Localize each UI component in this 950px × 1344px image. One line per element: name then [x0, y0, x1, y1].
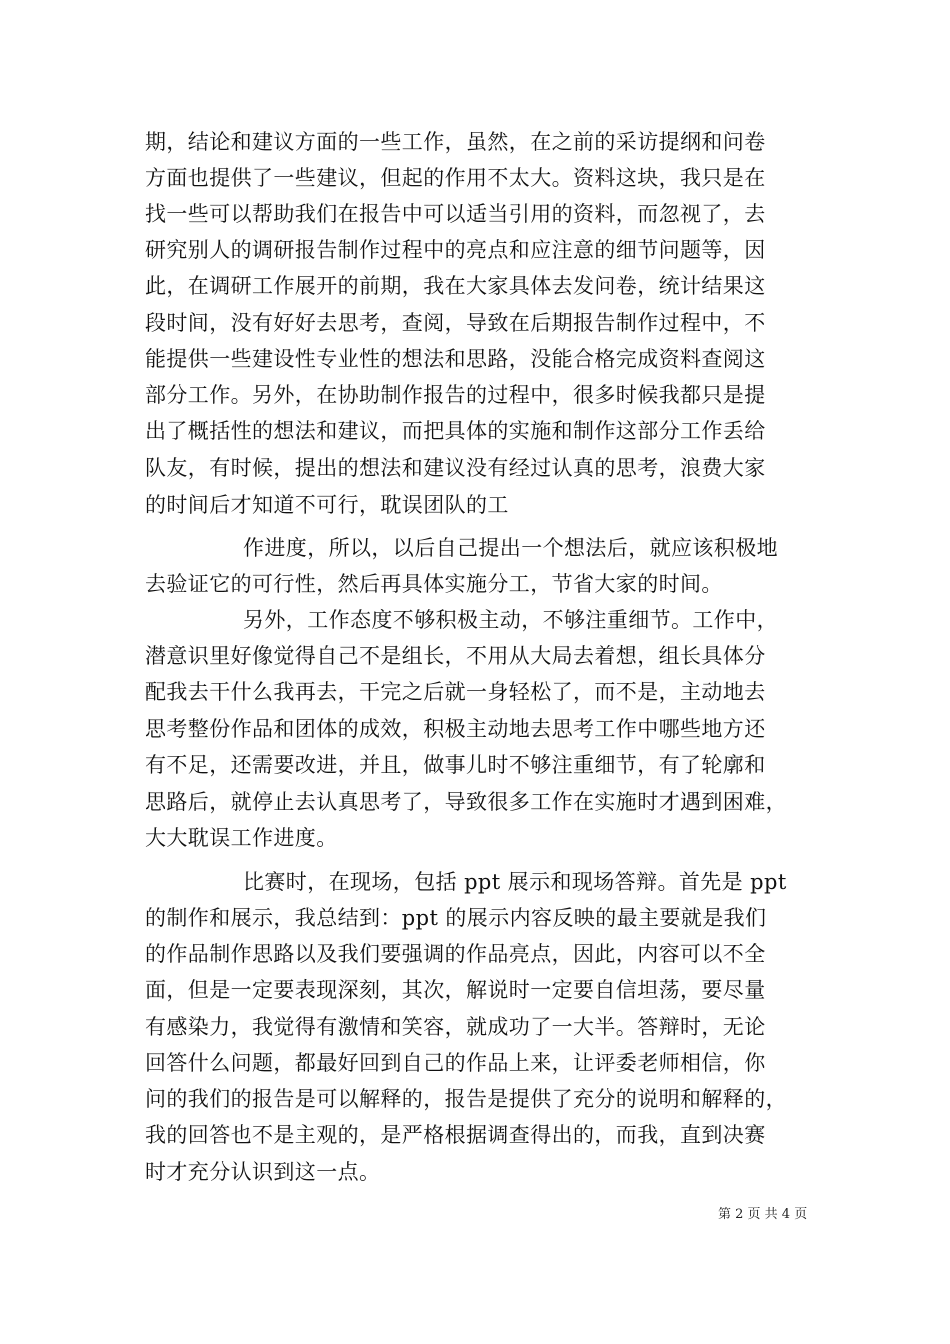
text-line: 思考整份作品和团体的成效，积极主动地去思考工作中哪些地方还	[145, 717, 766, 741]
text-line: 我的回答也不是主观的，是严格根据调查得出的，而我，直到决赛	[145, 1123, 766, 1147]
text-line: 的作品制作思路以及我们要强调的作品亮点，因此，内容可以不全	[145, 942, 766, 966]
text-line: 问的我们的报告是可以解释的，报告是提供了充分的说明和解释的，	[145, 1087, 787, 1111]
text-line: 有不足，还需要改进，并且，做事儿时不够注重细节，有了轮廓和	[145, 753, 766, 777]
text-line: 此，在调研工作展开的前期，我在大家具体去发问卷，统计结果这	[145, 274, 766, 298]
text-line: 回答什么问题，都最好回到自己的作品上来，让评委老师相信，你	[145, 1051, 766, 1075]
text-line: 方面也提供了一些建议，但起的作用不太大。资料这块，我只是在	[145, 166, 766, 190]
text-line: 的时间后才知道不可行，耽误团队的工	[145, 493, 509, 517]
text-line: 队友，有时候，提出的想法和建议没有经过认真的思考，浪费大家	[145, 456, 766, 480]
text-line: 能提供一些建设性专业性的想法和思路，没能合格完成资料查阅这	[145, 347, 766, 371]
text-line: 思路后，就停止去认真思考了，导致很多工作在实施时才遇到困难，	[145, 790, 787, 814]
text-line: 找一些可以帮助我们在报告中可以适当引用的资料，而忽视了，去	[145, 202, 766, 226]
text-line: 时才充分认识到这一点。	[145, 1160, 381, 1184]
text-line: 去验证它的可行性，然后再具体实施分工，节省大家的时间。	[145, 572, 723, 596]
text-line: 部分工作。另外，在协助制作报告的过程中，很多时候我都只是提	[145, 383, 766, 407]
text-line: 配我去干什么我再去，干完之后就一身轻松了，而不是，主动地去	[145, 680, 766, 704]
text-line: 期，结论和建议方面的一些工作，虽然，在之前的采访提纲和问卷	[145, 130, 766, 154]
text-line: 研究别人的调研报告制作过程中的亮点和应注意的细节问题等，因	[145, 238, 766, 262]
text-line: 另外，工作态度不够积极主动，不够注重细节。工作中，	[243, 608, 778, 632]
text-line: 大大耽误工作进度。	[145, 826, 338, 850]
text-line: 作进度，所以，以后自己提出一个想法后，就应该积极地	[243, 536, 778, 560]
text-line: 潜意识里好像觉得自己不是组长，不用从大局去着想，组长具体分	[145, 644, 766, 668]
text-line: 段时间，没有好好去思考，查阅，导致在后期报告制作过程中，不	[145, 311, 766, 335]
page-number: 第 2 页 共 4 页	[718, 1207, 808, 1222]
text-line: 比赛时，在现场，包括 ppt 展示和现场答辩。首先是 ppt	[243, 870, 787, 894]
text-line: 的制作和展示，我总结到：ppt 的展示内容反映的最主要就是我们	[145, 906, 767, 930]
text-line: 有感染力，我觉得有激情和笑容，就成功了一大半。答辩时，无论	[145, 1015, 766, 1039]
text-line: 面，但是一定要表现深刻，其次，解说时一定要自信坦荡，要尽量	[145, 978, 766, 1002]
text-line: 出了概括性的想法和建议，而把具体的实施和制作这部分工作丢给	[145, 419, 766, 443]
